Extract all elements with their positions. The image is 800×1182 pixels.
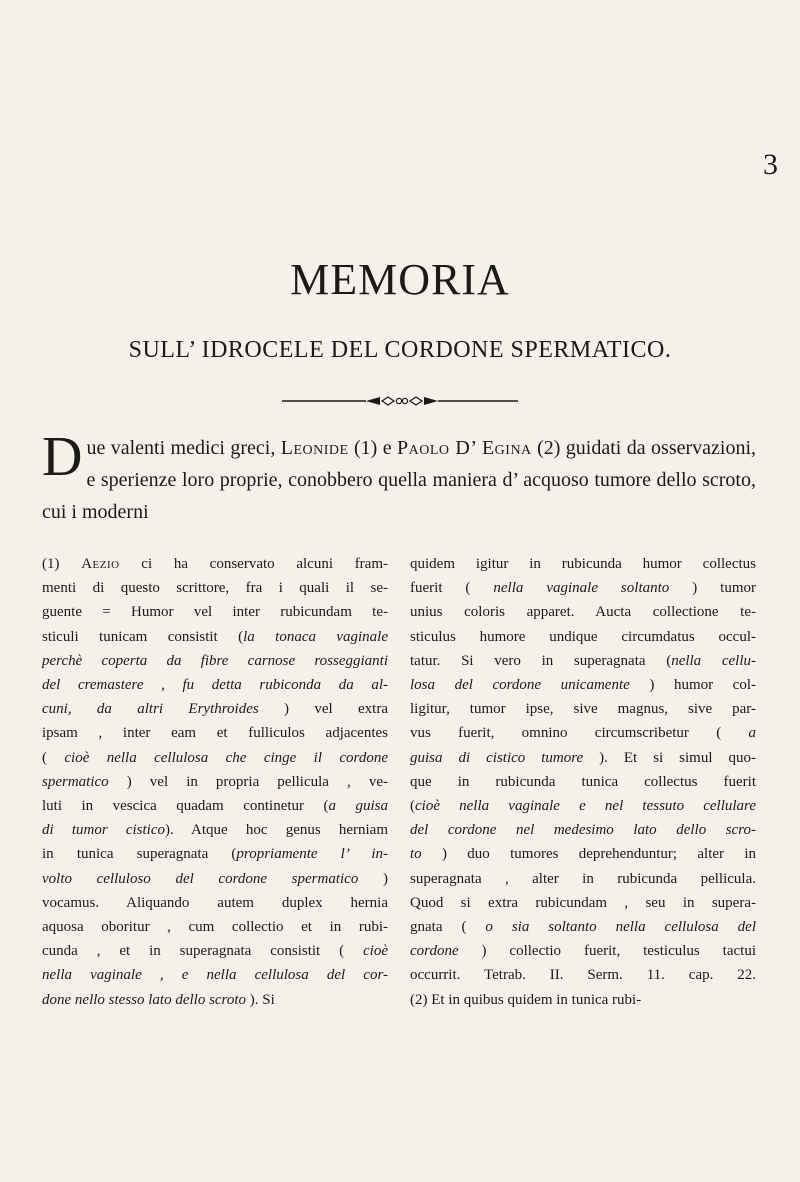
- text-segment: luti in vescica quadam continetur (: [42, 798, 329, 815]
- text-line: [42, 842, 388, 866]
- italic-text: losa del cordone unicamente: [410, 677, 630, 694]
- text-line: [410, 818, 756, 842]
- text-segment: ): [358, 870, 388, 887]
- text-segment: que in rubicunda tunica collectus fuerit: [410, 773, 756, 790]
- italic-text: perchè coperta da fibre carnose rosseggianti: [42, 652, 388, 669]
- text-segment: ) collectio fuerit, testiculus tactui: [458, 943, 756, 960]
- text-line: [410, 746, 756, 770]
- text-segment: vocamus. Aliquando autem duplex hernia: [42, 894, 388, 911]
- italic-text: propriamente l’ in-: [236, 846, 388, 863]
- text-segment: ci ha conservato alcuni fram-: [119, 556, 389, 572]
- text-line: [410, 649, 756, 673]
- text-segment: ). Atque hoc genus herniam: [164, 822, 388, 839]
- text-line: [410, 963, 756, 987]
- text-segment: vus fuerit, omnino circumscribetur (: [410, 725, 749, 742]
- text-segment: (2) Et in quibus quidem in tunica rubi-: [410, 991, 642, 1008]
- text-line: [410, 988, 756, 1012]
- text-segment: cunda , et in superagnata consistit (: [42, 943, 364, 960]
- italic-text: cioè nella cellulosa che cinge il cordone: [64, 749, 388, 766]
- intro-text: (2) guidati da osservazioni, e sperienze loro proprie, conobbero quella maniera d’ acquoso tumore dello scroto, cui i moderni: [42, 437, 757, 523]
- text-line: [410, 915, 756, 939]
- intro-text: ue valenti medici greci,: [86, 437, 281, 459]
- text-line: [42, 746, 388, 770]
- italic-text: di tumor cistico: [42, 822, 165, 839]
- italic-text: to: [410, 846, 422, 863]
- text-segment: menti di questo scrittore, fra i quali il se-: [42, 580, 388, 597]
- text-line: [42, 891, 388, 915]
- text-segment: fuerit (: [410, 580, 494, 597]
- text-segment: occurrit. Tetrab. II. Serm. 11. cap. 22.: [410, 967, 756, 984]
- text-segment: ) duo tumores deprehenduntur; alter in: [421, 846, 756, 863]
- author-name: Aezio: [81, 556, 120, 572]
- italic-text: la tonaca vaginale: [243, 628, 388, 645]
- text-segment: sticuli tunicam consistit (: [42, 628, 244, 645]
- text-segment: ) vel in propria pellicula , ve-: [108, 773, 388, 790]
- italic-text: nella cellu-: [671, 652, 756, 669]
- text-line: [42, 697, 388, 721]
- author-name: Paolo D’ Egina: [397, 437, 532, 459]
- text-line: [42, 963, 388, 987]
- text-line: [410, 794, 756, 818]
- text-segment: gnata (: [410, 919, 486, 936]
- text-line: [410, 939, 756, 963]
- text-line: [410, 891, 756, 915]
- intro-paragraph: [42, 426, 757, 528]
- text-segment: ). Si: [246, 991, 275, 1008]
- text-line: [410, 697, 756, 721]
- italic-text: guisa di cistico tumore: [410, 749, 584, 766]
- text-line: [410, 721, 756, 745]
- italic-text: nella vaginale soltanto: [493, 580, 670, 597]
- text-segment: tatur. Si vero in superagnata (: [410, 652, 672, 669]
- page-title: MEMORIA: [290, 255, 510, 304]
- text-line: [410, 552, 756, 576]
- text-line: [42, 867, 388, 891]
- text-segment: (: [410, 798, 415, 815]
- text-segment: ) tumor: [669, 580, 757, 597]
- text-line: [42, 673, 388, 697]
- author-name: Leonide: [280, 437, 349, 459]
- text-segment: (: [42, 749, 65, 766]
- text-line: [42, 649, 388, 673]
- italic-text: spermatico: [42, 773, 109, 790]
- text-line: [410, 625, 756, 649]
- text-segment: aquosa oboritur , cum collectio et in rubi-: [42, 919, 388, 936]
- text-segment: ligitur, tumor ipse, sive magnus, sive par-: [410, 701, 756, 718]
- text-line: [42, 552, 388, 576]
- text-line: [42, 939, 388, 963]
- text-segment: Quod si extra rubicundam , seu in supera-: [410, 894, 756, 911]
- italic-text: a guisa: [328, 798, 388, 815]
- text-line: [410, 842, 756, 866]
- italic-text: cioè nella vaginale e nel tessuto cellulare: [415, 798, 756, 815]
- footnote-column-left: [42, 552, 388, 1012]
- text-line: [42, 988, 388, 1012]
- text-segment: ) vel extra: [258, 701, 388, 718]
- text-line: [42, 576, 388, 600]
- text-line: [410, 576, 756, 600]
- footnote-columns: [42, 552, 757, 1008]
- text-line: [42, 721, 388, 745]
- italic-text: nella vaginale , e nella cellulosa del cor-: [42, 967, 388, 984]
- italic-text: volto celluloso del cordone spermatico: [42, 870, 359, 887]
- text-segment: quidem igitur in rubicunda humor collectus: [410, 556, 756, 572]
- text-segment: guente = Humor vel inter rubicundam te-: [42, 604, 388, 621]
- text-segment: in tunica superagnata (: [42, 846, 237, 863]
- text-line: [410, 673, 756, 697]
- text-line: [42, 794, 388, 818]
- text-line: [410, 600, 756, 624]
- text-line: [42, 625, 388, 649]
- text-segment: unius coloris apparet. Aucta collectione te-: [410, 604, 756, 621]
- italic-text: o sia soltanto nella cellulosa del: [485, 919, 756, 936]
- italic-text: cordone: [410, 943, 459, 960]
- text-line: [42, 818, 388, 842]
- italic-text: del cremastere , fu detta rubiconda da al-: [42, 677, 388, 694]
- text-line: [410, 770, 756, 794]
- text-segment: (1): [42, 556, 82, 572]
- italic-text: del cordone nel medesimo lato dello scro-: [410, 822, 756, 839]
- ornament-divider-icon: [280, 394, 520, 408]
- intro-text: (1) e: [348, 437, 398, 459]
- text-segment: superagnata , alter in rubicunda pellicula.: [410, 870, 756, 887]
- text-segment: ) humor col-: [629, 677, 756, 694]
- italic-text: a: [748, 725, 756, 742]
- text-line: [42, 600, 388, 624]
- text-segment: ). Et si simul quo-: [583, 749, 756, 766]
- italic-text: cioè: [363, 943, 388, 960]
- italic-text: cuni, da altri Erythroides: [42, 701, 259, 718]
- text-line: [42, 915, 388, 939]
- text-line: [42, 770, 388, 794]
- footnote-column-right: [410, 552, 756, 1012]
- text-line: [410, 867, 756, 891]
- drop-cap: D: [42, 426, 83, 488]
- page-number: 3: [763, 148, 778, 181]
- text-segment: sticulus humore undique circumdatus occul-: [410, 628, 756, 645]
- text-segment: ipsam , inter eam et fulliculos adjacentes: [42, 725, 388, 742]
- italic-text: done nello stesso lato dello scroto: [42, 991, 247, 1008]
- page-subtitle: SULL’ IDROCELE DEL CORDONE SPERMATICO.: [128, 337, 672, 363]
